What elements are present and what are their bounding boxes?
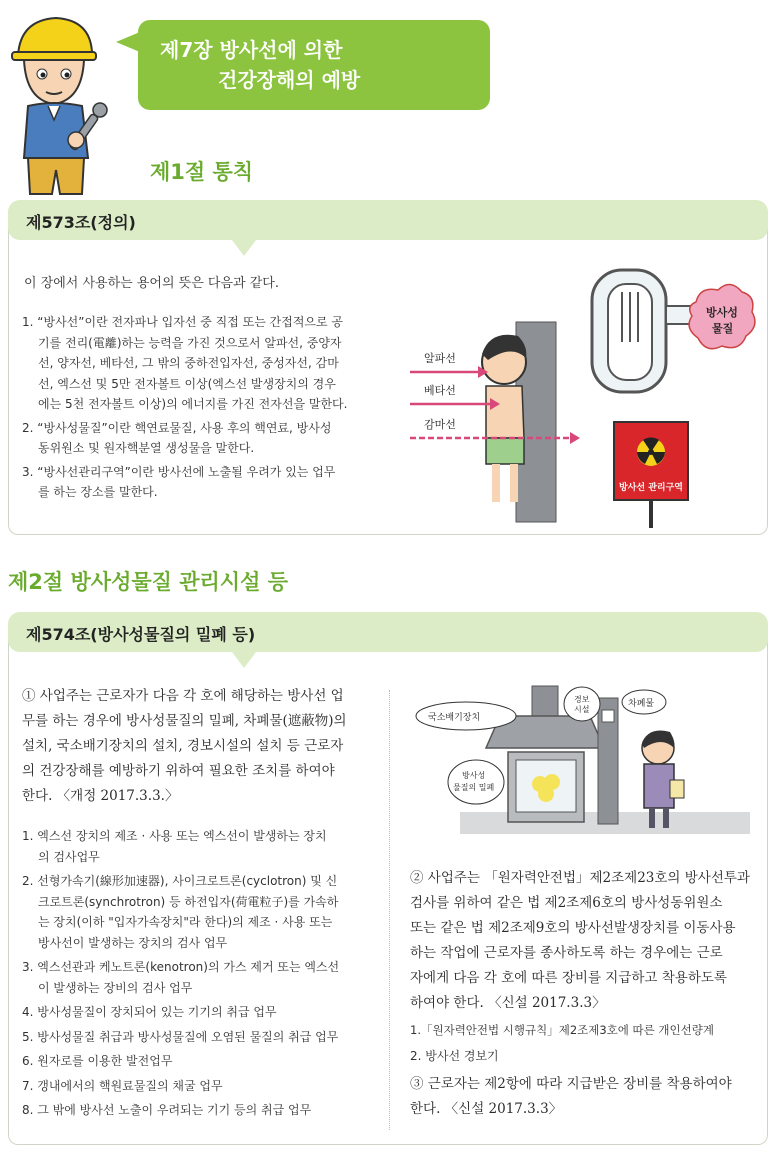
para-line: 또는 같은 법 제2조제9호의 방사선발생장치를 이동사용	[410, 920, 736, 936]
alpha-label: 알파선	[424, 352, 456, 365]
radioactive-label1: 방사성	[706, 306, 738, 319]
article574-item	[22, 1076, 384, 1097]
item-line: 이 발생하는 장비의 검사 업무	[38, 980, 193, 995]
section2-title: 제2절 방사성물질 관리시설 등	[8, 570, 288, 594]
item-line: 8. 그 밖에 방사선 노출이 우려되는 기기 등의 취급 업무	[22, 1103, 312, 1117]
item-line: 를 하는 장소를 말한다.	[38, 485, 158, 499]
article573-item	[22, 462, 382, 503]
article574-header-tail	[232, 652, 256, 668]
item-line: 2. “방사성물질”이란 핵연료물질, 사용 후의 핵연료, 방사성	[22, 420, 332, 435]
para-line: 무를 하는 경우에 방사성물질의 밀폐, 차폐물(遮蔽物)의	[22, 713, 347, 729]
article574-para2-item1: 1.「원자력안전법 시행규칙」제2조제3호에 따른 개인선량계	[410, 1023, 714, 1037]
item-line: 1. 엑스선 장치의 제조 · 사용 또는 엑스선이 발생하는 장치	[22, 829, 327, 843]
para-line: 설치, 국소배기장치의 설치, 경보시설의 설치 등 근로자	[22, 738, 344, 754]
para-line: 하는 작업에 근로자를 종사하도록 하는 경우에는 근로	[410, 945, 723, 961]
article574-para2	[410, 866, 762, 1016]
item-line: 는 장치(이하 "입자가속장치"라 한다)의 제조 · 사용 또는	[38, 915, 333, 929]
item-line: 방사선이 발생하는 장치의 검사 업무	[38, 935, 228, 950]
para-line: ② 사업주는 「원자력안전법」제2조제23호의 방사선투과	[410, 870, 750, 886]
article574-item	[22, 1002, 384, 1023]
item-line: 기를 전리(電離)하는 능력을 가진 것으로서 알파선, 중양자	[38, 335, 342, 350]
article573-item	[22, 312, 382, 415]
item-line: 에는 5천 전자볼트 이상)의 에너지를 가진 전자선을 말한다.	[38, 397, 348, 411]
item-line: 3. 엑스선관과 케노트론(kenotron)의 가스 제거 또는 엑스선	[22, 960, 340, 974]
alarm-label1: 경보	[574, 695, 590, 704]
item-line: 선, 엑스선 및 5만 전자볼트 이상(엑스선 발생장치의 경우	[38, 376, 336, 391]
item-line: 의 검사업무	[38, 849, 100, 864]
gamma-label: 감마선	[424, 418, 456, 431]
para-line: ③ 근로자는 제2항에 따라 지급받은 장비를 착용하여야	[410, 1076, 732, 1092]
article574-title: 제574조(방사성물질의 밀폐 등)	[26, 625, 256, 644]
item-line: 7. 갱내에서의 핵원료물질의 채굴 업무	[22, 1078, 223, 1093]
item-line: 5. 방사성물질 취급과 방사성물질에 오염된 물질의 취급 업무	[22, 1029, 339, 1044]
article574-item	[22, 1100, 384, 1121]
shield-label: 차폐물	[628, 699, 655, 709]
article574-items	[22, 826, 384, 1121]
chapter-title-line2: 건강장해의 예방	[218, 68, 361, 92]
article574-item	[22, 1051, 384, 1072]
column-divider	[389, 690, 390, 1130]
para-line: 하여야 한다. 〈신설 2017.3.3〉	[410, 995, 606, 1011]
para-line: 한다. 〈개정 2017.3.3.〉	[22, 788, 179, 804]
exhaust-label: 국소배기장치	[428, 713, 481, 723]
article573-items	[22, 312, 382, 503]
article574-item	[22, 871, 384, 953]
article573-header-tail	[232, 240, 256, 256]
radiation-illustration	[400, 262, 760, 532]
article573-intro: 이 장에서 사용하는 용어의 뜻은 다음과 같다.	[24, 276, 279, 291]
item-line: 크로트론(synchrotron) 등 하전입자(荷電粒子)를 가속하	[38, 894, 339, 909]
item-line: 6. 원자로를 이용한 발전업무	[22, 1054, 173, 1068]
para-line: ① 사업주는 근로자가 다음 각 호에 해당하는 방사선 업	[22, 688, 344, 704]
article574-item	[22, 1027, 384, 1048]
article574-para1	[22, 684, 382, 809]
para-line: 자에게 다음 각 호에 따른 장비를 지급하고 착용하도록	[410, 970, 727, 986]
item-line: 1. “방사선”이란 전자파나 입자선 중 직접 또는 간접적으로 공	[22, 315, 344, 329]
article574-item	[22, 957, 384, 998]
article573-title: 제573조(정의)	[26, 213, 136, 232]
article573-item	[22, 418, 382, 459]
item-line: 3. “방사선관리구역”이란 방사선에 노출될 우려가 있는 업무	[22, 464, 336, 479]
beta-label: 베타선	[424, 384, 456, 397]
item-line: 선, 양자선, 베타선, 그 밖의 중하전입자선, 중성자선, 감마	[38, 356, 339, 370]
article574-item	[22, 826, 384, 867]
article574-para2-item2: 2. 방사선 경보기	[410, 1049, 499, 1063]
chapter-title-line1: 제7장 방사선에 의한	[160, 38, 343, 62]
seal-label1: 방사성	[462, 771, 486, 780]
item-line: 동위원소 및 원자핵분열 생성물을 말한다.	[38, 441, 255, 455]
section1-title: 제1절 통칙	[150, 160, 254, 184]
sign-label: 방사선 관리구역	[619, 483, 683, 493]
radioactive-label2: 물질	[712, 322, 734, 335]
facility-illustration	[400, 684, 760, 844]
item-line: 2. 선형가속기(線形加速器), 사이크로트론(cyclotron) 및 신	[22, 874, 338, 888]
para-line: 검사를 위하여 같은 법 제2조제6호의 방사성동위원소	[410, 895, 723, 911]
para-line: 한다. 〈신설 2017.3.3〉	[410, 1101, 563, 1117]
article574-para3	[410, 1072, 762, 1122]
item-line: 4. 방사성물질이 장치되어 있는 기기의 취급 업무	[22, 1005, 277, 1019]
seal-label2: 물질의 밀폐	[453, 783, 495, 792]
chapter-bubble-tail	[116, 32, 140, 52]
alarm-label2: 시설	[574, 705, 590, 714]
para-line: 의 건강장해를 예방하기 위하여 필요한 조치를 하여야	[22, 763, 335, 779]
worker-illustration	[4, 8, 116, 200]
